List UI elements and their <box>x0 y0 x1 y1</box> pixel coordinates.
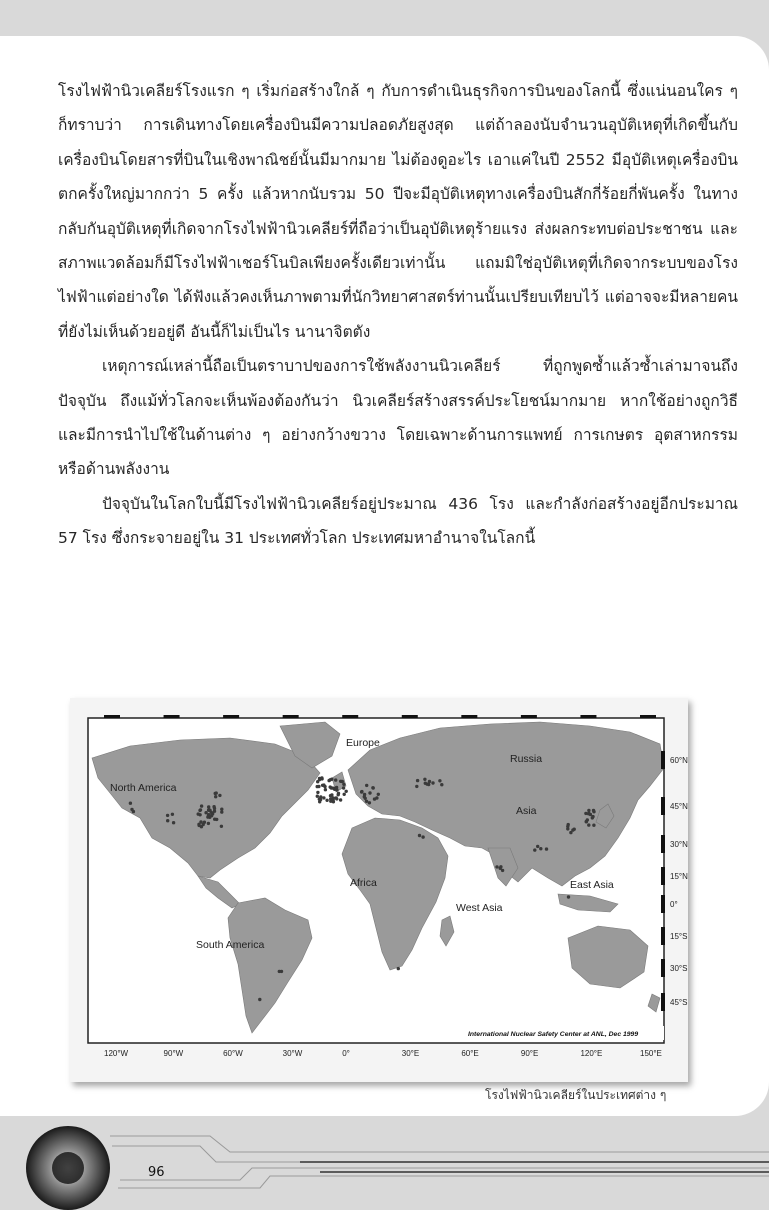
nuclear-plant-marker <box>584 812 587 815</box>
lat-label: 45°N <box>670 802 688 811</box>
nuclear-plant-marker <box>495 865 498 868</box>
region-label-asia: Asia <box>516 805 537 817</box>
lat-label: 45°S <box>670 998 688 1007</box>
world-nuclear-plant-map <box>70 698 688 1082</box>
lon-tick <box>342 715 358 718</box>
nuclear-plant-marker <box>343 793 346 796</box>
nuclear-plant-marker <box>368 791 371 794</box>
lon-tick <box>640 715 656 718</box>
nuclear-plant-marker <box>220 810 223 813</box>
body-text <box>58 74 738 556</box>
nuclear-plant-marker <box>331 786 334 789</box>
lat-label: 15°S <box>670 932 688 941</box>
nuclear-plant-marker <box>317 785 320 788</box>
nuclear-plant-marker <box>431 781 434 784</box>
region-label-north-america: North America <box>110 782 177 794</box>
nuclear-plant-marker <box>207 813 210 816</box>
lon-tick <box>580 715 596 718</box>
lon-label: 150°E <box>640 1049 662 1058</box>
lat-label: 60°N <box>670 756 688 765</box>
lon-label: 90°E <box>520 1049 539 1058</box>
nuclear-plant-marker <box>166 814 169 817</box>
nuclear-plant-marker <box>214 795 217 798</box>
region-label-west-asia: West Asia <box>456 902 503 914</box>
nuclear-plant-marker <box>499 865 502 868</box>
region-label-russia: Russia <box>510 753 543 765</box>
nuclear-plant-marker <box>545 847 548 850</box>
nuclear-plant-marker <box>324 788 327 791</box>
nuclear-plant-marker <box>375 796 378 799</box>
lat-tick <box>661 797 665 815</box>
nuclear-plant-marker <box>339 780 342 783</box>
nuclear-plant-marker <box>211 812 214 815</box>
nuclear-plant-marker <box>197 824 200 827</box>
nuclear-plant-marker <box>316 791 319 794</box>
lon-label: 30°E <box>401 1049 420 1058</box>
lat-tick <box>661 867 665 885</box>
nuclear-plant-marker <box>339 798 342 801</box>
nuclear-plant-marker <box>166 819 169 822</box>
nuclear-plant-marker <box>214 792 217 795</box>
nuclear-plant-marker <box>428 780 431 783</box>
lon-label: 90°W <box>163 1049 184 1058</box>
nuclear-plant-marker <box>319 798 322 801</box>
region-label-europe: Europe <box>346 737 380 749</box>
nuclear-plant-marker <box>202 823 205 826</box>
lon-tick <box>164 715 180 718</box>
nuclear-plant-marker <box>200 804 203 807</box>
region-label-south-america: South America <box>196 939 265 951</box>
lat-tick <box>661 993 665 1011</box>
nuclear-plant-marker <box>208 809 211 812</box>
map-svg <box>70 698 688 1082</box>
lon-label: 0° <box>342 1049 350 1058</box>
nuclear-plant-marker <box>220 808 223 811</box>
nuclear-plant-marker <box>591 815 594 818</box>
nuclear-plant-marker <box>539 847 542 850</box>
nuclear-plant-marker <box>329 778 332 781</box>
lon-label: 60°W <box>223 1049 243 1058</box>
page-number: 96 <box>148 1165 165 1180</box>
nuclear-plant-marker <box>566 827 569 830</box>
nuclear-plant-marker <box>207 822 210 825</box>
nuclear-plant-marker <box>207 805 210 808</box>
map-credit: International Nuclear Safety Center at ANL, Dec 1999 <box>468 1031 639 1038</box>
nuclear-plant-marker <box>592 809 595 812</box>
nuclear-plant-marker <box>438 779 441 782</box>
nuclear-plant-marker <box>130 808 133 811</box>
nuclear-plant-marker <box>213 818 216 821</box>
lat-tick <box>661 751 665 769</box>
nuclear-plant-marker <box>171 813 174 816</box>
nuclear-plant-marker <box>280 970 283 973</box>
nuclear-plant-marker <box>258 998 261 1001</box>
nuclear-plant-marker <box>330 793 333 796</box>
nuclear-plant-marker <box>536 845 539 848</box>
nuclear-plant-marker <box>365 800 368 803</box>
nuclear-plant-marker <box>345 790 348 793</box>
nuclear-plant-marker <box>334 778 337 781</box>
nuclear-plant-marker <box>199 808 202 811</box>
nuclear-plant-marker <box>365 784 368 787</box>
lat-tick <box>661 835 665 853</box>
nuclear-plant-marker <box>318 778 321 781</box>
nuclear-plant-marker <box>592 824 595 827</box>
nuclear-plant-marker <box>533 848 536 851</box>
lon-tick <box>461 715 477 718</box>
region-label-africa: Africa <box>350 877 377 889</box>
nuclear-plant-marker <box>360 790 363 793</box>
nuclear-plant-marker <box>334 796 337 799</box>
nuclear-plant-marker <box>418 834 421 837</box>
nuclear-plant-marker <box>335 786 338 789</box>
nuclear-plant-marker <box>372 786 375 789</box>
map-caption: โรงไฟฟ้านิวเคลียร์ในประเทศต่าง ๆ <box>485 1088 667 1102</box>
lat-tick <box>661 927 665 945</box>
lat-label: 30°N <box>670 840 688 849</box>
nuclear-plant-marker <box>172 821 175 824</box>
lat-label: 0° <box>670 900 678 909</box>
lon-label: 30°W <box>282 1049 303 1058</box>
footer-decoration <box>0 1116 769 1210</box>
nuclear-plant-marker <box>416 779 419 782</box>
paragraph-3: ปัจจุบันในโลกใบนี้มีโรงไฟฟ้านิวเคลียร์อยู่ประมาณ 436 โรง และกำลังก่อสร้างอยู่อีกประมาณ 57 โรง ซึ่งกระจายอยู่ใน 31 ประเทศทั่วโลก ประเทศมหาอำนาจในโลกนี้ <box>58 494 738 548</box>
nuclear-plant-marker <box>567 895 570 898</box>
nuclear-plant-marker <box>220 825 223 828</box>
paragraph-2: เหตุการณ์เหล่านี้ถือเป็นตราบาปของการใช้พลังงานนิวเคลียร์ ที่ถูกพูดซ้ำแล้วซ้ำเล่ามาจนถึงปัจจุบัน ถึงแม้ทั่วโลกจะเห็นพ้องต้องกันว่า นิวเคลียร์สร้างสรรค์ประโยชน์มากมาย หากใช้อย่างถูกวิธี และมีการนำไปใช้ในด้านต่าง ๆ อย่างกว้างขวาง โดยเฉพาะด้านการแพทย์ การเกษตร อุตสาหกรรม หรือด้านพลังงาน <box>58 357 738 479</box>
nuclear-plant-marker <box>567 823 570 826</box>
nuclear-plant-marker <box>585 820 588 823</box>
lat-label: 30°S <box>670 964 688 973</box>
nuclear-plant-marker <box>325 799 328 802</box>
nuclear-plant-marker <box>322 796 325 799</box>
lon-tick <box>283 715 299 718</box>
nuclear-plant-marker <box>129 802 132 805</box>
nuclear-plant-marker <box>440 783 443 786</box>
nuclear-plant-marker <box>316 795 319 798</box>
lon-tick <box>402 715 418 718</box>
nuclear-plant-marker <box>423 778 426 781</box>
page-footer <box>0 1116 769 1210</box>
nuclear-plant-marker <box>587 809 590 812</box>
nuclear-plant-marker <box>342 786 345 789</box>
lon-tick <box>104 715 120 718</box>
lon-label: 120°W <box>104 1049 129 1058</box>
nuclear-plant-marker <box>427 783 430 786</box>
nuclear-plant-marker <box>197 812 200 815</box>
lat-label: 15°N <box>670 872 688 881</box>
lat-tick <box>661 895 665 913</box>
region-label-east-asia: East Asia <box>570 879 614 891</box>
lon-label: 60°E <box>461 1049 479 1058</box>
nuclear-plant-marker <box>587 823 590 826</box>
nuclear-plant-marker <box>415 785 418 788</box>
lon-tick <box>521 715 537 718</box>
nuclear-plant-marker <box>218 794 221 797</box>
nuclear-plant-marker <box>364 797 367 800</box>
paragraph-1: โรงไฟฟ้านิวเคลียร์โรงแรก ๆ เริ่มก่อสร้างใกล้ ๆ กับการดำเนินธุรกิจการบินของโลกนี้ ซึ่งแน่นอนใคร ๆ ก็ทราบว่า การเดินทางโดยเครื่องบินมีความปลอดภัยสูงสุด แต่ถ้าลองนับจำนวนอุบัติเหตุที่เกิดขึ้นกับเครื่องบินโดยสารที่บินในเชิงพาณิชย์นั้นมีมากมาย ไม่ต้องดูอะไร เอาแค่ในปี 2552 มีอุบัติเหตุเครื่องบินตกครั้งใหญ่มากกว่า 5 ครั้ง แล้วหากนับรวม 50 ปีจะมีอุบัติเหตุทางเครื่องบินสักกี่ร้อยกี่พันครั้ง ในทางกลับกันอุบัติเหตุที่เกิดจากโรงไฟฟ้านิวเคลียร์ที่ถือว่าเป็นอุบัติเหตุร้ายแรง ส่งผลกระทบต่อประชาชน และสภาพแวดล้อมก็มีโรงไฟฟ้าเชอร์โนบิลเพียงครั้งเดียวเท่านั้น แถมมิใช่อุบัติเหตุที่เกิดจากระบบของโรงไฟฟ้าแต่อย่างใด ได้ฟังแล้วคงเห็นภาพตามที่นักวิทยาศาสตร์ท่านนั้นเปรียบเทียบไว้ แต่อาจจะมีหลายคนที่ยังไม่เห็นด้วยอยู่ดี อันนี้ก็ไม่เป็นไร นานาจิตตัง <box>58 82 738 341</box>
nuclear-plant-marker <box>321 784 324 787</box>
lat-tick <box>661 959 665 977</box>
lon-tick <box>223 715 239 718</box>
nuclear-plant-marker <box>368 801 371 804</box>
latitude-ticks <box>661 751 688 1011</box>
nuclear-plant-marker <box>397 967 400 970</box>
nuclear-plant-marker <box>421 835 424 838</box>
nuclear-plant-marker <box>377 793 380 796</box>
nuclear-plant-marker <box>571 828 574 831</box>
lon-label: 120°E <box>580 1049 603 1058</box>
nuclear-plant-marker <box>337 792 340 795</box>
nuclear-plant-marker <box>332 800 335 803</box>
